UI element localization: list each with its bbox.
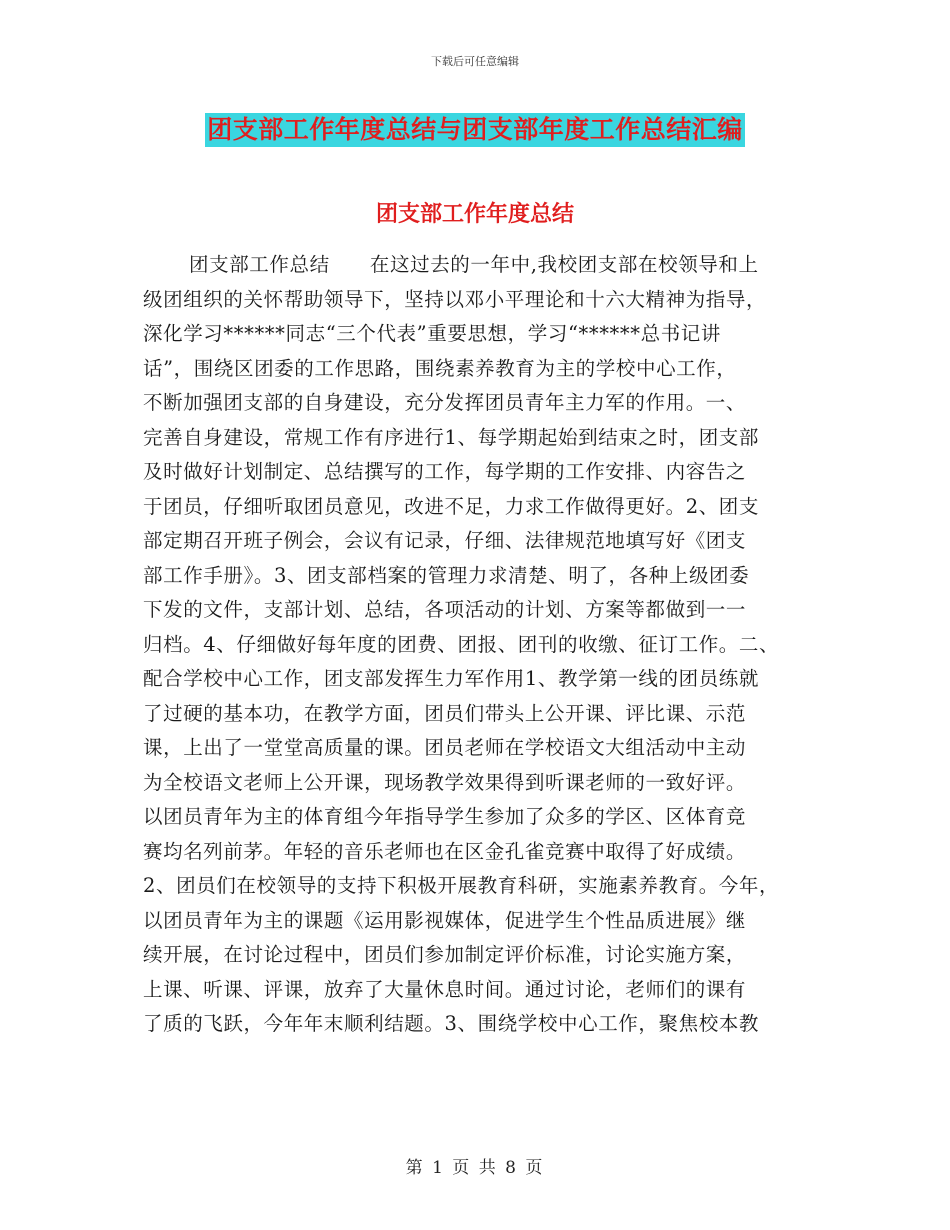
body-line: 上课、听课、评课，放弃了大量休息时间。通过讨论，老师们的课有 <box>143 977 747 1001</box>
body-line: 为全校语文老师上公开课，现场教学效果得到听课老师的一致好评。 <box>143 770 747 794</box>
body-line: 不断加强团支部的自身建设，充分发挥团员青年主力军的作用。一、 <box>143 391 747 414</box>
body-line: 部工作手册》。3、团支部档案的管理力求清楚、明了，各种上级团委 <box>143 563 750 587</box>
body-line: 及时做好计划制定、总结撰写的工作，每学期的工作安排、内容告之 <box>143 460 747 483</box>
document-title: 团支部工作年度总结与团支部年度工作总结汇编 <box>205 113 745 147</box>
body-line: 课，上出了一堂堂高质量的课。团员老师在学校语文大组活动中主动 <box>143 736 747 759</box>
body-line: 团支部工作总结 在这过去的一年中,我校团支部在校领导和上 <box>189 253 759 276</box>
body-line: 赛均名列前茅。年轻的音乐老师也在区金孔雀竞赛中取得了好成绩。 <box>143 839 747 863</box>
body-line: 了质的飞跃，今年年末顺利结题。3、围绕学校中心工作，聚焦校本教 <box>143 1012 760 1035</box>
body-line: 完善自身建设，常规工作有序进行1、每学期起始到结束之时，团支部 <box>143 425 760 449</box>
body-line: 级团组织的关怀帮助领导下，坚持以邓小平理论和十六大精神为指导， <box>143 287 767 311</box>
document-title-container <box>0 113 950 147</box>
body-line: 话”，围绕区团委的工作思路，围绕素养教育为主的学校中心工作， <box>143 356 737 380</box>
page-number-footer: 第 1 页 共 8 页 <box>405 1158 545 1178</box>
body-line: 了过硬的基本功，在教学方面，团员们带头上公开课、评比课、示范 <box>143 701 747 725</box>
body-line: 2、团员们在校领导的支持下积极开展教育科研，实施素养教育。今年， <box>143 874 780 897</box>
page-header-note: 下载后可任意编辑 <box>431 55 519 68</box>
body-line: 部定期召开班子例会，会议有记录，仔细、法律规范地填写好《团支 <box>143 529 747 552</box>
body-line: 以团员青年为主的课题《运用影视媒体，促进学生个性品质进展》继 <box>143 908 747 932</box>
body-line: 配合学校中心工作，团支部发挥生力军作用1、教学第一线的团员练就 <box>143 667 760 690</box>
body-paragraph <box>143 248 823 1042</box>
body-line: 下发的文件，支部计划、总结，各项活动的计划、方案等都做到一一 <box>143 598 747 621</box>
body-line: 续开展，在讨论过程中，团员们参加制定评价标准，讨论实施方案， <box>143 943 747 966</box>
body-line: 于团员，仔细听取团员意见，改进不足，力求工作做得更好。2、团支 <box>143 494 760 518</box>
body-line: 深化学习******同志“三个代表”重要思想，学习“******总书记讲 <box>143 322 722 345</box>
body-line: 以团员青年为主的体育组今年指导学生参加了众多的学区、区体育竞 <box>143 805 747 828</box>
body-line: 归档。4、仔细做好每年度的团费、团报、团刊的收缴、征订工作。二、 <box>143 632 780 656</box>
section-title: 团支部工作年度总结 <box>375 202 574 227</box>
